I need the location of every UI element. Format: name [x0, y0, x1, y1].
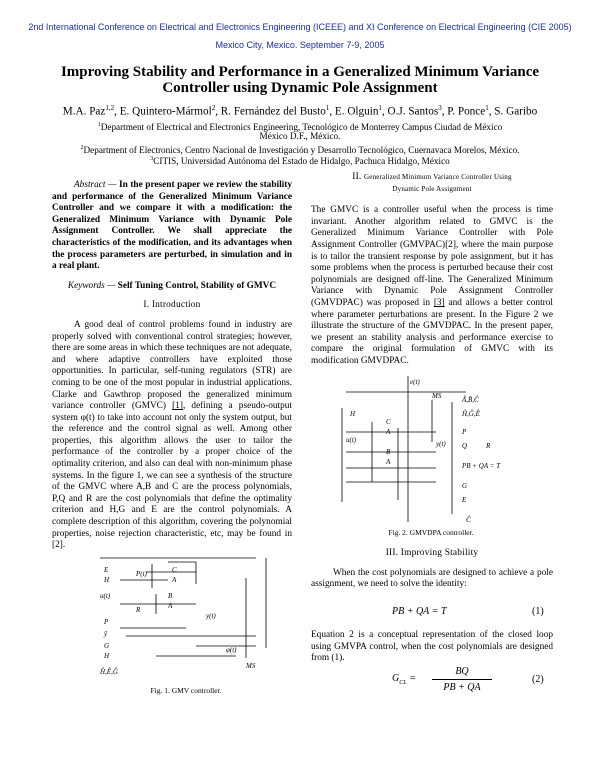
section-2-paragraph: [311, 205, 553, 367]
section-3-p2-wrap: [311, 630, 553, 665]
diagram-label: H: [104, 576, 110, 584]
abstract-label: Abstract —: [74, 180, 117, 190]
eq2-sub: CL: [399, 680, 407, 686]
diagram-label: Â,B̂,Ĉ: [462, 396, 479, 404]
section-2-heading-line2: [311, 184, 553, 196]
diagram-label: E: [104, 566, 109, 574]
section-number: I.: [143, 300, 150, 311]
author-sup: 1: [378, 104, 382, 112]
eq2-g: G: [392, 673, 400, 684]
section-2-heading: [311, 172, 553, 184]
author-list: M.A. Paz$^{1,2}$, E. Quintero-Mármol$^2$, R. Fernández del Busto$^1$, E. Olguin$^1$, O.J. Santos$^3$, P. Ponce$^1$, S. Garibo: [62, 104, 538, 118]
section-2-text: and allows a better control where parameter perturbations are present. In the Figure 2 we illustrate the structure of the GMVDPAC. In the present paper, we present an stability analysis and performance exercise to compare the original formulation of GMVC with its modification GMVDPAC.: [311, 297, 553, 366]
diagram-label: E: [462, 496, 467, 504]
keywords-label: Keywords —: [67, 280, 116, 291]
section-title: Improving Stability: [400, 548, 479, 558]
equation-1-number: (1): [532, 606, 544, 617]
aff-text: Department of Electronics, Centro Nacional de Investigación y Desarrollo Tecnológico, Cuernavaca Morelos, México.: [83, 145, 520, 156]
diagram-label: P: [462, 428, 467, 436]
section-2-text: The GMVC is a controller useful when the process is time invariant. Another algorithm related to GMVC is the Generalized Minimum Variance Controller with Pole Assignment Controller (GMVPAC)[2], where the main purpose is to tailor the transient response by pole assignment, but it has some problems when the process is perturbed because their cost polynomials are designed off-line. The Generalized Minimum Variance with Dynamic Pole Assignment Controller (GMVDPAC) was proposed in: [311, 205, 553, 308]
diagram-label: C: [386, 418, 391, 426]
diagram-label: H: [104, 652, 110, 660]
equation-2-number: (2): [532, 674, 544, 685]
paper-title: [60, 64, 540, 96]
diagram-label: H: [350, 410, 356, 418]
equation-1: PB + QA = T: [392, 606, 447, 617]
diagram-label: A: [168, 602, 173, 610]
author: M.A. Paz: [62, 105, 106, 118]
intro-text: A good deal of control problems found in industry are properly solved with conventional control strategies; however, there are some areas in which these techniques are not adequate, and where adaptive controllers have exploited those opportunities. In particular, self-tuning regulators (STR) are coming to be one of the most popular in industrial applications. Clarke and Gawthrop proposed the generalized minimum variance controller (GMVC): [52, 319, 292, 412]
diagram-label: ŷ: [104, 630, 108, 638]
intro-text: , defining a pseudo-output system φ(t) to take into account not only the system output, but the reference and the control signal as well. Among other properties, this algorithm allows the user to tailor the performance of the controller by a proper choice of the optimality criterion, and also can deal with non-minimum phase systems. In the figure 1, we can see a synthesis of the structure of the GMVC where A,B and C are the process polynomials, P,Q and R are the cost polynomials that define the optimality criterion and H,G and E are the control polynomials. A complete description of this algorithm, covering the polynomial properties, noise rejection characteristic, etc, may be found in [2].: [52, 401, 292, 551]
aff-sup: 2: [80, 145, 84, 151]
diagram-label: P(t): [136, 570, 147, 578]
conference-location: Mexico City, Mexico. September 7-9, 2005: [215, 40, 385, 50]
diagram-label: y(t): [436, 440, 446, 448]
diagram-label: u(t): [346, 436, 357, 444]
diagram-label: A: [386, 458, 391, 466]
section-3: [311, 548, 553, 591]
section-3-heading: [311, 548, 553, 560]
diagram-label: φ(t): [226, 646, 237, 654]
author-sup: 1: [485, 104, 489, 112]
diagram-label: y(t): [206, 612, 216, 620]
author: E. Quintero-Mármol: [119, 105, 212, 118]
diagram-label: e(t): [410, 378, 420, 386]
figure-2-caption: Fig. 2. GMVDPA controller.: [388, 528, 474, 537]
author: E. Olguin: [334, 105, 379, 118]
diagram-label: Ĉ: [466, 516, 471, 524]
citation-link[interactable]: [1]: [172, 401, 183, 412]
figure-1-diagram: [96, 548, 276, 678]
title-line-1: Improving Stability and Performance in a Generalized Minimum Variance: [60, 64, 540, 80]
diagram-label: Ĥ,Ê,Ĝ: [100, 668, 118, 676]
diagram-label: A: [386, 428, 391, 436]
author-sup: 3: [438, 104, 442, 112]
title-line-2: Controller using Dynamic Pole Assignment: [162, 80, 438, 96]
author-sup: 2: [211, 104, 216, 112]
affiliation-3: [0, 154, 600, 167]
diagram-label: Ĥ,Ĝ,Ê: [462, 410, 480, 418]
author: S. Garibo: [494, 105, 538, 118]
author: P. Ponce: [447, 105, 486, 118]
intro-paragraph: [52, 320, 292, 552]
keywords-text: Self Tuning Control, Stability of GMVC: [117, 280, 277, 291]
aff-text: CITIS, Universidad Autónoma del Estado de Hidalgo, Pachuca Hidalgo, México: [153, 156, 450, 167]
aff-text: Department of Electrical and Electronics Engineering, Tecnológico de Monterrey Campus Ciudad de México: [100, 122, 503, 133]
affiliation-1-city: México D.F., México.: [259, 131, 341, 141]
aff-sup: 3: [150, 156, 154, 162]
section-1-heading: [52, 300, 292, 312]
diagram-label: R: [486, 442, 491, 450]
diagram-label: PB + QA = T: [462, 462, 501, 470]
section-3-paragraph-2: Equation 2 is a conceptual representation of the closed loop using GMVPA control, when the cost polynomials are designed from (1).: [311, 630, 553, 664]
diagram-label: A: [172, 576, 177, 584]
figure-2-diagram: [336, 372, 516, 532]
equation-2-denominator: PB + QA: [443, 682, 481, 693]
diagram-label: P: [104, 618, 109, 626]
figure-1-caption: Fig. 1. GMV controller.: [150, 686, 222, 695]
author: R. Fernández del Busto: [220, 105, 326, 118]
diagram-label: R: [136, 606, 141, 614]
diagram-label: MS: [432, 392, 442, 400]
left-column: [52, 180, 292, 552]
aff-sup: 1: [97, 122, 101, 128]
keywords: [52, 281, 292, 293]
equation-2-lhs: $G_{CL}$ =: [392, 673, 416, 686]
diagram-label: B: [386, 448, 391, 456]
diagram-label: G: [104, 642, 110, 650]
equation-2-numerator: BQ: [455, 666, 469, 677]
section-3-paragraph-1: When the cost polynomials are designed to achieve a pole assignment, we need to solve the identity:: [311, 567, 553, 590]
author: O.J. Santos: [387, 105, 439, 118]
right-column: [311, 172, 553, 368]
abstract: [52, 180, 292, 273]
author-sup: 1,2: [105, 104, 115, 112]
abstract-text: In the present paper we review the stability and performance of the Generalized Minimum Variance Controller and we compare it with a modification: the Generalized Minimum Variance with Dynamic Pole Assignment Controller. We shall appreciate the characteristics of the modification, and its advantages when the process parameters are perturbed, in simulation and in a real plant.: [52, 180, 292, 272]
author-sup: 1: [325, 104, 330, 112]
diagram-label: MS: [246, 662, 256, 670]
citation-link[interactable]: [3]: [433, 297, 445, 308]
section-title: Generalized Minimum Variance Controller Using: [364, 173, 512, 181]
section-title: Introduction: [151, 300, 201, 311]
section-title: Dynamic Pole Assignment: [392, 184, 472, 193]
diagram-label: Q: [462, 442, 468, 450]
diagram-label: u(t): [100, 592, 111, 600]
diagram-label: B: [168, 592, 173, 600]
diagram-label: G: [462, 482, 468, 490]
section-number: III.: [385, 548, 399, 558]
section-number: II.: [352, 172, 362, 182]
fraction-bar: [432, 679, 492, 680]
diagram-label: C: [172, 566, 177, 574]
conference-header: 2nd International Conference on Electrical and Electronics Engineering (ICEEE) and XI Conference on Electrical Engineering (CIE 2005): [28, 22, 572, 32]
